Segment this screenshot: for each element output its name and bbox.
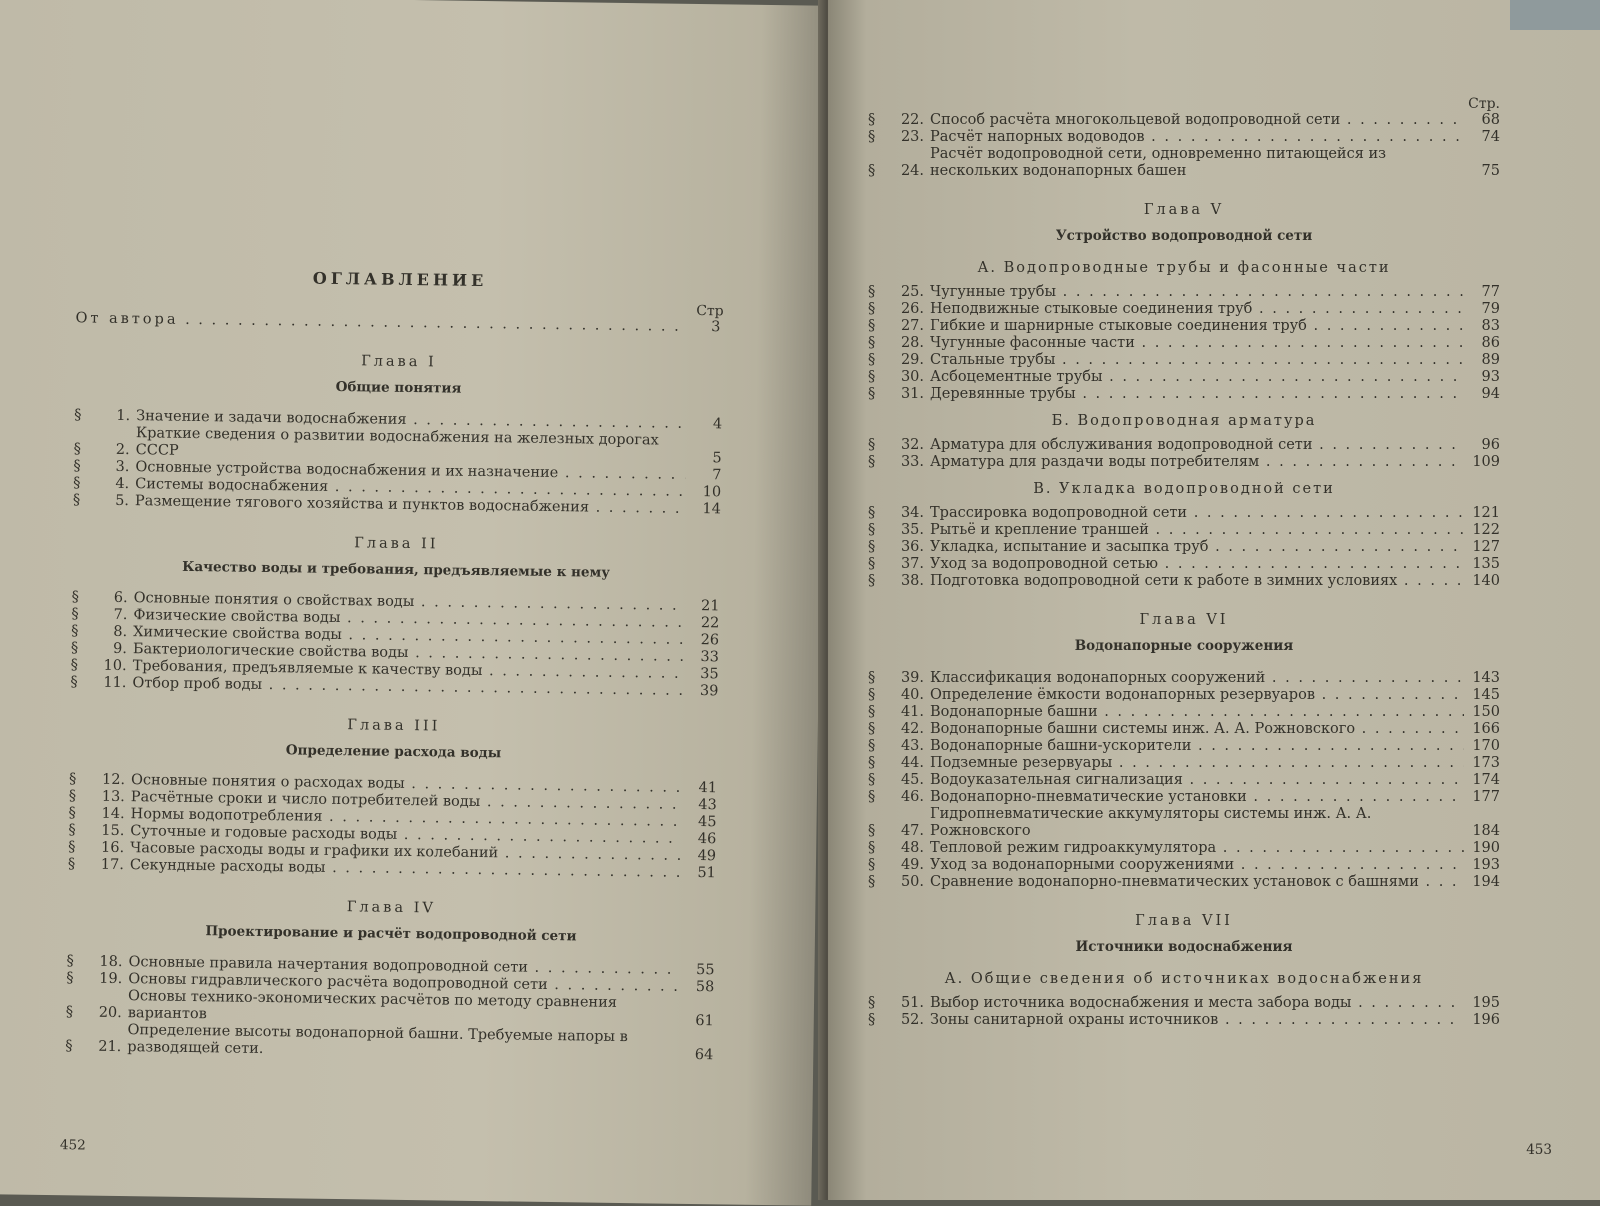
toc-entry[interactable] <box>868 857 1500 874</box>
entry-text: Тепловой режим гидроаккумулятора . . . <box>930 840 1464 857</box>
section-sign-icon: § <box>71 589 79 606</box>
section-title: А. Общие сведения об источниках водоснабжения <box>944 971 1424 987</box>
section-sign-icon: § <box>868 505 876 521</box>
entry-text: Гибкие и шарнирные стыковые соединения труб . . . <box>930 318 1464 335</box>
toc-entry[interactable] <box>868 318 1500 335</box>
entry-page: 174 <box>1472 772 1500 788</box>
entry-page: 193 <box>1472 857 1500 873</box>
entry-page: 79 <box>1481 301 1500 317</box>
entry-text: Расчётные сроки и число потребителей воды . . . <box>131 789 681 814</box>
entry-page: 43 <box>698 797 717 814</box>
left-chapters <box>65 349 723 1064</box>
entry-text: Подземные резервуары . . . <box>930 755 1464 772</box>
entry-page: 150 <box>1472 704 1500 720</box>
entry-page: 64 <box>694 1047 714 1064</box>
entry-list <box>73 407 722 518</box>
entry-number: 33. <box>900 454 924 470</box>
page-column-label: Стр <box>696 302 724 320</box>
entry-page: 49 <box>697 848 717 865</box>
entry-number: 38. <box>900 573 924 589</box>
entry-number: 25. <box>900 284 924 300</box>
entry-number: 46. <box>900 789 924 805</box>
entry-page: 89 <box>1481 352 1500 368</box>
toc-entry[interactable] <box>868 522 1500 539</box>
toc-entry[interactable] <box>868 284 1500 301</box>
entry-text: Водонапорные башни системы инж. А. А. Рожновского . . . <box>930 721 1464 738</box>
chapter-heading: Глава IV <box>346 899 436 917</box>
toc-entry[interactable] <box>868 556 1500 573</box>
page-number-left: 452 <box>59 1137 86 1154</box>
entry-page: 83 <box>1481 318 1500 334</box>
page-number-right: 453 <box>1526 1142 1552 1158</box>
entry-page: 45 <box>697 814 717 831</box>
entry-page: 39 <box>699 683 719 700</box>
section-sign-icon: § <box>68 788 77 805</box>
entry-text: Основы гидравлического расчёта водопроводной сети . . . <box>128 971 678 996</box>
section-sign-icon: § <box>67 856 76 873</box>
entry-number: 19. <box>99 970 123 988</box>
entry-text: Способ расчёта многокольцевой водопроводной сети . . . <box>930 112 1464 129</box>
toc-entry[interactable] <box>868 112 1500 129</box>
entry-number: 29. <box>900 352 924 368</box>
entry-page: 184 <box>1472 823 1500 839</box>
section-sign-icon: § <box>868 284 876 300</box>
entry-page: 68 <box>1481 112 1500 128</box>
entry-page: 7 <box>712 467 722 484</box>
entry-text: Арматура для обслуживания водопроводной сети . . . <box>930 437 1464 454</box>
toc-entry[interactable] <box>868 539 1500 556</box>
section-sign-icon: § <box>71 606 79 623</box>
entry-page: 58 <box>695 979 715 996</box>
entry-text: Требования, предъявляемые к качеству воды . . . <box>133 658 683 683</box>
entry-page: 190 <box>1472 840 1500 856</box>
section-title: А. Водопроводные трубы и фасонные части <box>977 260 1391 276</box>
entry-text: Краткие сведения о развитии водоснабжения на железных дорогах СССР <box>135 425 659 459</box>
chapter-title: Источники водоснабжения <box>1075 939 1293 955</box>
section-sign-icon: § <box>68 771 77 788</box>
entry-text: Основные понятия о расходах воды . . . <box>131 772 681 797</box>
entry-list <box>868 284 1500 403</box>
chapter-title: Определение расхода воды <box>285 742 502 762</box>
toc-title: ОГЛАВЛЕНИЕ <box>312 268 488 291</box>
section-sign-icon: § <box>65 1038 73 1055</box>
entry-page: 74 <box>1481 129 1500 145</box>
entry-page: 14 <box>702 501 722 518</box>
entry-text: Размещение тягового хозяйства и пунктов водоснабжения . . . <box>135 493 685 518</box>
entry-text: Определение ёмкости водонапорных резервуаров . . . <box>930 687 1464 704</box>
entry-number: 37. <box>900 556 924 572</box>
toc-entry[interactable] <box>868 146 1500 180</box>
entry-number: 26. <box>900 301 924 317</box>
toc-entry[interactable] <box>868 874 1500 891</box>
toc-entry[interactable] <box>868 1012 1500 1029</box>
section-sign-icon: § <box>73 441 82 458</box>
entry-text: Определение высоты водонапорной башни. Требуемые напоры в разводящей сети. <box>127 1022 628 1057</box>
entry-list <box>868 670 1500 891</box>
entry-number: 41. <box>900 704 924 720</box>
page-column-label: Стр. <box>1468 96 1500 112</box>
entry-page: 94 <box>1481 386 1500 402</box>
toc-entry[interactable] <box>868 573 1500 590</box>
entry-number: 30. <box>900 369 924 385</box>
section-sign-icon: § <box>66 953 74 970</box>
entry-text: Основные понятия о свойствах воды . . . <box>133 590 683 615</box>
section-sign-icon: § <box>868 437 876 453</box>
entry-text: Расчёт водопроводной сети, одновременно питающейся из нескольких водонапорных башен <box>930 146 1387 179</box>
entry-text: Сравнение водонапорно-пневматических установок с башнями . . . <box>930 874 1464 891</box>
section-sign-icon: § <box>868 369 876 385</box>
entry-number: 51. <box>900 995 924 1011</box>
toc-entry[interactable] <box>868 505 1500 522</box>
section-sign-icon: § <box>868 704 876 720</box>
entry-text: Зоны санитарной охраны источников . . . <box>930 1012 1464 1029</box>
section-sign-icon: § <box>68 805 76 822</box>
entry-text: Деревянные трубы . . . <box>930 386 1464 403</box>
section-title: В. Укладка водопроводной сети <box>1033 481 1335 497</box>
toc-entry[interactable] <box>868 335 1500 352</box>
section-sign-icon: § <box>868 112 876 128</box>
entry-page: 22 <box>700 615 720 632</box>
chapter-title: Водонапорные сооружения <box>1074 638 1294 654</box>
entry-page: 3 <box>711 319 724 336</box>
entry-number: 45. <box>900 772 924 788</box>
entry-text: Стальные трубы . . . <box>930 352 1464 369</box>
continued-entries <box>868 112 1500 180</box>
entry-text: Трассировка водопроводной сети . . . <box>930 505 1464 522</box>
section-sign-icon: § <box>868 823 876 839</box>
toc-entry[interactable] <box>868 454 1500 471</box>
entry-page: 55 <box>695 962 715 979</box>
entry-number: 36. <box>900 539 924 555</box>
section-sign-icon: § <box>71 623 79 640</box>
entry-number: 43. <box>900 738 924 754</box>
chapter-heading: Глава I <box>361 353 437 371</box>
entry-text: Чугунные фасонные части . . . <box>930 335 1464 352</box>
toc-entry[interactable] <box>868 995 1500 1012</box>
entry-number: 13. <box>101 788 125 806</box>
entry-number: 40. <box>900 687 924 703</box>
entry-number: 2. <box>115 441 130 459</box>
section-sign-icon: § <box>868 129 876 145</box>
entry-number: 34. <box>900 505 924 521</box>
toc-entry[interactable] <box>868 772 1500 789</box>
chapter-title: Общие понятия <box>335 378 462 397</box>
section-sign-icon: § <box>68 839 76 856</box>
entry-page: 140 <box>1472 573 1500 589</box>
entry-page: 143 <box>1472 670 1500 686</box>
entry-text: Суточные и годовые расходы воды . . . <box>130 823 680 848</box>
section-sign-icon: § <box>65 1004 74 1021</box>
entry-text: Химические свойства воды . . . <box>133 624 683 649</box>
entry-page: 4 <box>712 416 723 433</box>
section-sign-icon: § <box>868 738 876 754</box>
entry-page: 5 <box>712 450 722 467</box>
section-sign-icon: § <box>868 386 876 402</box>
toc-entry[interactable] <box>868 670 1500 687</box>
background-corner <box>1510 0 1600 30</box>
entry-page: 10 <box>702 484 722 501</box>
entry-page: 26 <box>700 632 720 649</box>
entry-number: 52. <box>900 1012 924 1028</box>
entry-page: 46 <box>697 831 717 848</box>
chapter-title: Качество воды и требования, предъявляемые к нему <box>182 558 611 581</box>
toc-entry[interactable] <box>868 721 1500 738</box>
section-sign-icon: § <box>72 492 81 509</box>
entry-number: 44. <box>900 755 924 771</box>
entry-text: Классификация водонапорных сооружений . . . <box>930 670 1464 687</box>
entry-page: 77 <box>1481 284 1500 300</box>
toc-entry[interactable] <box>868 129 1500 146</box>
entry-number: 17. <box>100 856 125 874</box>
entry-page: 75 <box>1481 163 1500 179</box>
section-sign-icon: § <box>73 458 81 475</box>
toc-entry[interactable] <box>868 687 1500 704</box>
entry-number: 6. <box>113 589 128 607</box>
entry-number: 23. <box>900 129 924 145</box>
entry-page: 35 <box>700 666 719 683</box>
entry-text: Основные правила начертания водопроводной сети . . . <box>128 954 678 979</box>
toc-entry[interactable] <box>868 386 1500 403</box>
entry-number: 18. <box>99 953 123 971</box>
entry-page: 21 <box>701 598 720 615</box>
right-chapters <box>868 202 1500 1029</box>
entry-text: Расчёт напорных водоводов . . . <box>930 129 1464 146</box>
entry-text: Арматура для раздачи воды потребителям . . . <box>930 454 1464 471</box>
entry-number: 24. <box>900 163 924 179</box>
entry-page: 173 <box>1472 755 1500 771</box>
section-sign-icon: § <box>868 163 876 179</box>
entry-text: От автора . . . <box>75 310 687 336</box>
section-sign-icon: § <box>868 556 876 572</box>
entry-text: Уход за водопроводной сетью . . . <box>930 556 1464 573</box>
entry-page: 41 <box>698 780 718 797</box>
entry-number: 35. <box>900 522 924 538</box>
chapter-heading: Глава VII <box>1135 913 1233 929</box>
entry-number: 16. <box>100 839 125 857</box>
entry-text: Нормы водопотребления . . . <box>130 806 680 831</box>
entry-page: 195 <box>1472 995 1500 1011</box>
entry-page: 170 <box>1472 738 1500 754</box>
entry-text: Рытьё и крепление траншей . . . <box>930 522 1464 539</box>
section-sign-icon: § <box>868 755 876 771</box>
entry-page: 93 <box>1481 369 1500 385</box>
entry-text: Секундные расходы воды . . . <box>130 857 680 882</box>
section-sign-icon: § <box>868 995 876 1011</box>
entry-number: 21. <box>98 1038 122 1056</box>
chapter-title: Устройство водопроводной сети <box>1055 228 1313 244</box>
toc-entry[interactable] <box>868 840 1500 857</box>
entry-text: Чугунные трубы . . . <box>930 284 1464 301</box>
entry-text: Отбор проб воды . . . <box>132 675 682 700</box>
section-sign-icon: § <box>70 657 79 674</box>
entry-text: Водоуказательная сигнализация . . . <box>930 772 1464 789</box>
chapter-heading: Глава III <box>347 717 441 735</box>
entry-number: 27. <box>900 318 924 334</box>
section-sign-icon: § <box>868 687 876 703</box>
entry-number: 15. <box>101 822 125 840</box>
entry-text: Уход за водонапорными сооружениями . . . <box>930 857 1464 874</box>
section-sign-icon: § <box>73 475 81 492</box>
entry-number: 3. <box>115 458 130 476</box>
toc-entry[interactable] <box>868 755 1500 772</box>
entry-list <box>868 505 1500 590</box>
entry-page: 96 <box>1481 437 1500 453</box>
section-sign-icon: § <box>868 573 876 589</box>
entry-list <box>868 437 1500 471</box>
section-sign-icon: § <box>868 318 876 334</box>
toc-entry[interactable] <box>868 704 1500 721</box>
entry-text: Системы водоснабжения . . . <box>135 476 685 501</box>
entry-text: Асбоцементные трубы . . . <box>930 369 1464 386</box>
section-sign-icon: § <box>74 407 82 424</box>
entry-number: 11. <box>103 674 127 692</box>
entry-number: 50. <box>900 874 924 890</box>
entry-text: Подготовка водопроводной сети к работе в зимних условиях . . . <box>930 573 1464 590</box>
entry-number: 9. <box>112 640 128 658</box>
section-sign-icon: § <box>868 301 876 317</box>
section-sign-icon: § <box>868 857 876 873</box>
entry-number: 10. <box>103 657 127 675</box>
entry-number: 12. <box>101 771 126 789</box>
chapter-heading: Глава V <box>1143 202 1225 218</box>
section-sign-icon: § <box>868 789 876 805</box>
entry-text: Физические свойства воды . . . <box>133 607 683 632</box>
section-sign-icon: § <box>868 1012 876 1028</box>
entry-text: Значение и задачи водоснабжения . . . <box>136 408 686 433</box>
section-sign-icon: § <box>868 335 876 351</box>
section-sign-icon: § <box>70 674 78 691</box>
entry-page: 127 <box>1472 539 1500 555</box>
entry-page: 177 <box>1472 789 1500 805</box>
section-sign-icon: § <box>70 640 79 657</box>
entry-number: 7. <box>113 606 128 624</box>
toc-entry[interactable] <box>868 437 1500 454</box>
entry-list <box>65 953 714 1064</box>
entry-text: Основные устройства водоснабжения и их назначение . . . <box>135 459 685 484</box>
section-sign-icon: § <box>868 539 876 555</box>
entry-number: 31. <box>900 386 924 402</box>
chapter-title: Проектирование и расчёт водопроводной сети <box>205 923 577 945</box>
entry-number: 32. <box>900 437 924 453</box>
section-sign-icon: § <box>868 721 876 737</box>
entry-page: 109 <box>1472 454 1500 470</box>
entry-text: Водонапорно-пневматические установки . . . <box>930 789 1464 806</box>
entry-text: Неподвижные стыковые соединения труб . . . <box>930 301 1464 318</box>
entry-number: 14. <box>101 805 125 823</box>
toc-entry[interactable] <box>868 352 1500 369</box>
entry-text: Основы технико-экономических расчётов по методу сравнения вариантов <box>127 988 618 1023</box>
entry-page: 51 <box>697 865 716 882</box>
entry-text: Гидропневматические аккумуляторы системы инж. А. А. Рожновского <box>930 806 1372 839</box>
entry-page: 121 <box>1472 505 1500 521</box>
toc-entry[interactable] <box>868 301 1500 318</box>
entry-text: Часовые расходы воды и графики их колебаний . . . <box>130 840 680 865</box>
toc-entry[interactable] <box>868 369 1500 386</box>
entry-page: 33 <box>700 649 719 666</box>
right-page <box>828 0 1600 1200</box>
chapter-heading: Глава II <box>354 535 439 553</box>
entry-number: 5. <box>115 492 130 510</box>
entry-page: 145 <box>1472 687 1500 703</box>
entry-number: 28. <box>900 335 924 351</box>
entry-number: 22. <box>900 112 924 128</box>
entry-text: Водонапорные башни-ускорители . . . <box>930 738 1464 755</box>
entry-list <box>68 771 717 882</box>
section-sign-icon: § <box>66 970 74 987</box>
entry-number: 20. <box>98 1004 122 1022</box>
entry-text: Выбор источника водоснабжения и места забора воды . . . <box>930 995 1464 1012</box>
section-title: Б. Водопроводная арматура <box>1051 413 1317 429</box>
entry-page: 196 <box>1472 1012 1500 1028</box>
entry-number: 48. <box>900 840 924 856</box>
section-sign-icon: § <box>868 352 876 368</box>
section-sign-icon: § <box>868 454 876 470</box>
entry-number: 8. <box>113 623 128 641</box>
entry-page: 122 <box>1472 522 1500 538</box>
toc-entry[interactable] <box>868 738 1500 755</box>
toc-entry[interactable] <box>868 806 1500 840</box>
section-sign-icon: § <box>868 772 876 788</box>
entry-number: 49. <box>900 857 924 873</box>
entry-page: 166 <box>1472 721 1500 737</box>
entry-page: 135 <box>1472 556 1500 572</box>
entry-text: Водонапорные башни . . . <box>930 704 1464 721</box>
entry-page: 61 <box>695 1013 714 1030</box>
entry-number: 1. <box>116 407 131 425</box>
toc-entry[interactable] <box>868 789 1500 806</box>
entry-text: Бактериологические свойства воды . . . <box>133 641 683 666</box>
entry-number: 39. <box>900 670 924 686</box>
entry-list <box>70 589 719 700</box>
section-sign-icon: § <box>868 522 876 538</box>
entry-list <box>868 995 1500 1029</box>
section-sign-icon: § <box>868 840 876 856</box>
entry-text: Укладка, испытание и засыпка труб . . . <box>930 539 1464 556</box>
entry-page: 86 <box>1481 335 1500 351</box>
section-sign-icon: § <box>868 874 876 890</box>
entry-number: 42. <box>900 721 924 737</box>
entry-page: 194 <box>1472 874 1500 890</box>
section-sign-icon: § <box>68 822 76 839</box>
chapter-heading: Глава VI <box>1139 612 1229 628</box>
entry-number: 47. <box>900 823 924 839</box>
section-sign-icon: § <box>868 670 876 686</box>
entry-number: 4. <box>115 475 130 493</box>
